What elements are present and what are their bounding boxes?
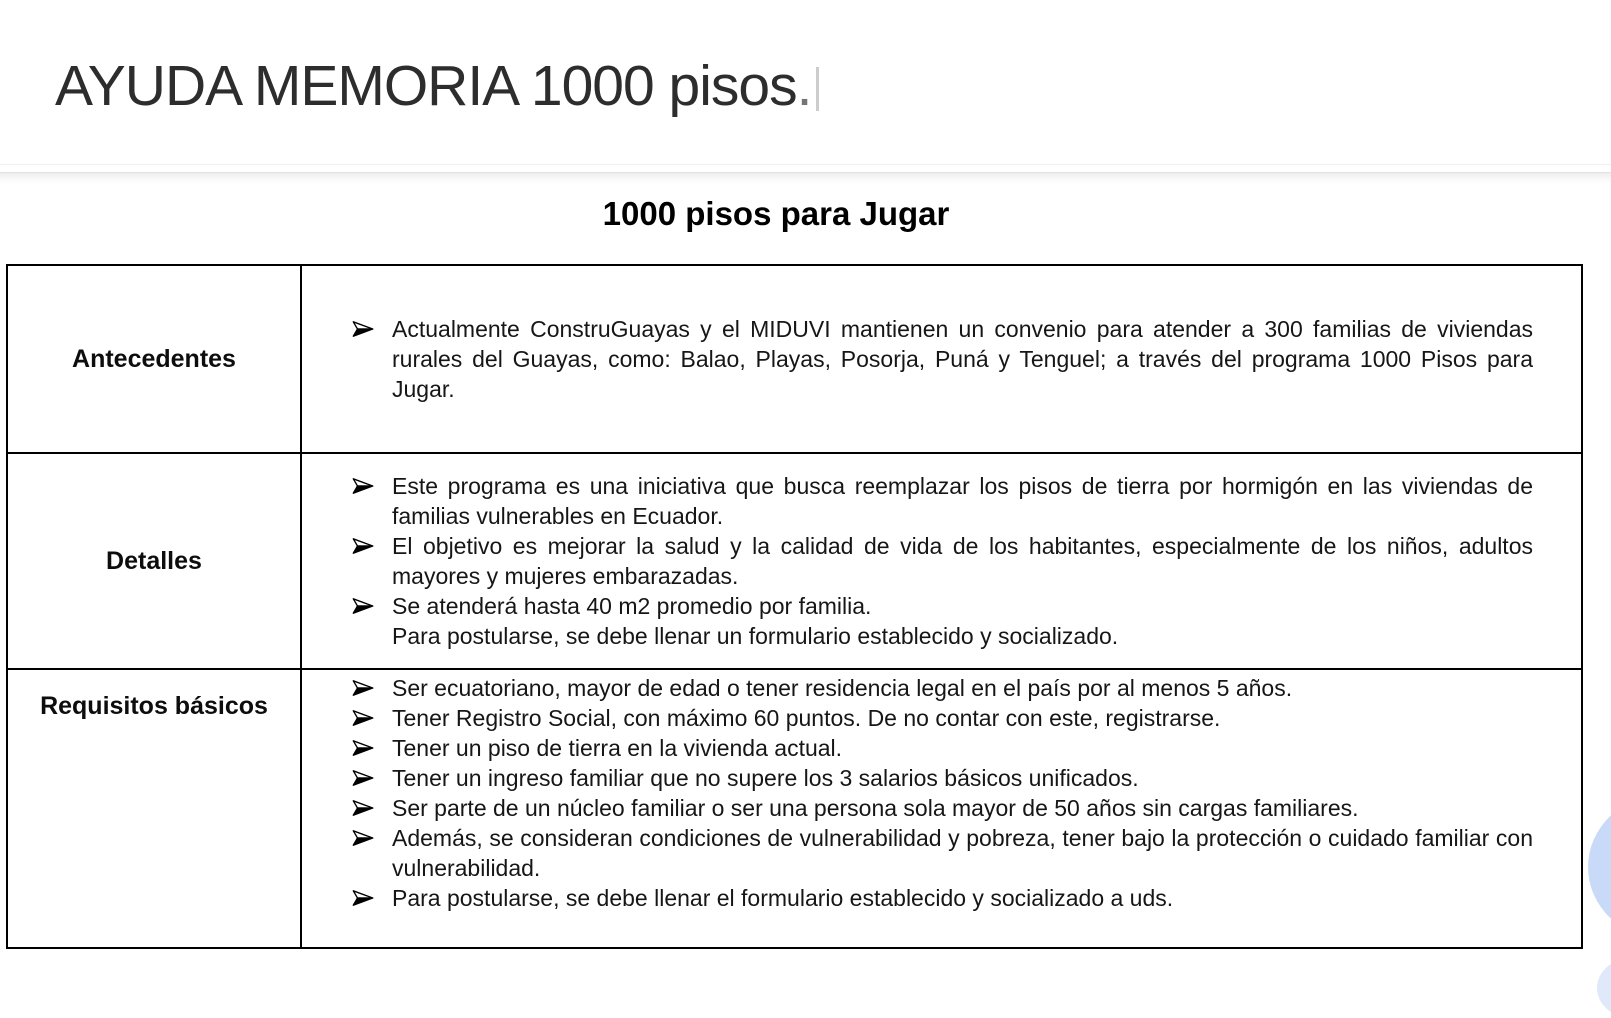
bullet-item — [352, 883, 1533, 913]
row-label-text: Antecedentes — [72, 344, 236, 373]
bullet-arrow-icon — [352, 531, 392, 591]
content-table — [6, 264, 1583, 949]
doc-title-period: . — [796, 54, 812, 118]
bullet-item — [352, 531, 1533, 591]
bullet-item — [352, 314, 1533, 404]
bullet-text: Se atenderá hasta 40 m2 promedio por familia. — [392, 593, 872, 619]
bullet-text: Este programa es una iniciativa que busca reemplazar los pisos de tierra por hormigón en las viviendas de familias vulnerables en Ecuador. — [392, 473, 1533, 529]
bullet-text: Tener Registro Social, con máximo 60 puntos. De no contar con este, registrarse. — [392, 705, 1221, 731]
bullet-text: El objetivo es mejorar la salud y la calidad de vida de los habitantes, especialmente de los niños, adultos mayores y mujeres embarazadas. — [392, 533, 1533, 589]
row-label-detalles[interactable] — [7, 453, 301, 669]
doc-title-text: AYUDA MEMORIA 1000 pisos — [55, 54, 797, 118]
document-heading[interactable]: 1000 pisos para Jugar — [602, 195, 950, 232]
bullet-text: Tener un ingreso familiar que no supere los 3 salarios básicos unificados. — [392, 765, 1139, 791]
table-row-antecedentes — [7, 265, 1582, 453]
bullet-item — [352, 733, 1533, 763]
bullet-item — [352, 673, 1533, 703]
bullet-arrow-icon — [352, 673, 392, 703]
bullet-item — [352, 763, 1533, 793]
row-content-antecedentes[interactable] — [301, 265, 1582, 453]
row-label-requisitos[interactable] — [7, 669, 301, 948]
bullet-arrow-icon — [352, 763, 392, 793]
table-row-requisitos — [7, 669, 1582, 948]
bullet-item — [352, 591, 1533, 621]
bullet-arrow-icon — [352, 471, 392, 531]
bullet-arrow-icon — [352, 314, 392, 404]
row-content-requisitos[interactable] — [301, 669, 1582, 948]
bullet-continuation-line — [352, 621, 1533, 651]
table-row-detalles — [7, 453, 1582, 669]
bullet-item — [352, 703, 1533, 733]
bullet-text: Además, se consideran condiciones de vulnerabilidad y pobreza, tener bajo la protección o cuidado familiar con vulnerabilidad. — [392, 825, 1533, 881]
row-label-text: Detalles — [106, 546, 202, 575]
bullet-text: Para postularse, se debe llenar el formulario establecido y socializado a uds. — [392, 885, 1174, 911]
bullet-arrow-icon — [352, 823, 392, 883]
bullet-arrow-icon — [352, 883, 392, 913]
bullet-item — [352, 823, 1533, 883]
bullet-text: Ser parte de un núcleo familiar o ser una persona sola mayor de 50 años sin cargas familiares. — [392, 795, 1359, 821]
doc-title-input[interactable] — [55, 52, 819, 120]
bullet-arrow-icon — [352, 793, 392, 823]
bullet-text: Tener un piso de tierra en la vivienda actual. — [392, 735, 843, 761]
header-divider-line — [0, 164, 1611, 165]
bullet-text: Actualmente ConstruGuayas y el MIDUVI mantienen un convenio para atender a 300 familias de viviendas rurales del Guayas, como: Balao, Playas, Posorja, Puná y Tenguel; a través del programa 1000 Pisos para Jugar. — [392, 316, 1533, 402]
bullet-text: Ser ecuatoriano, mayor de edad o tener residencia legal en el país por al menos 5 años. — [392, 675, 1293, 701]
bullet-text: Para postularse, se debe llenar un formulario establecido y socializado. — [392, 623, 1119, 649]
bullet-arrow-icon-hidden — [352, 621, 392, 651]
row-label-antecedentes[interactable] — [7, 265, 301, 453]
bullet-arrow-icon — [352, 591, 392, 621]
floating-widget-fragment[interactable] — [1588, 794, 1611, 940]
doc-header — [0, 0, 1611, 164]
bullet-item — [352, 793, 1533, 823]
floating-widget-fragment-small — [1597, 958, 1611, 1018]
row-content-detalles[interactable] — [301, 453, 1582, 669]
bullet-arrow-icon — [352, 733, 392, 763]
header-shadow — [0, 172, 1611, 184]
row-label-text: Requisitos básicos — [40, 692, 268, 720]
bullet-arrow-icon — [352, 703, 392, 733]
text-caret — [816, 67, 819, 111]
bullet-item — [352, 471, 1533, 531]
